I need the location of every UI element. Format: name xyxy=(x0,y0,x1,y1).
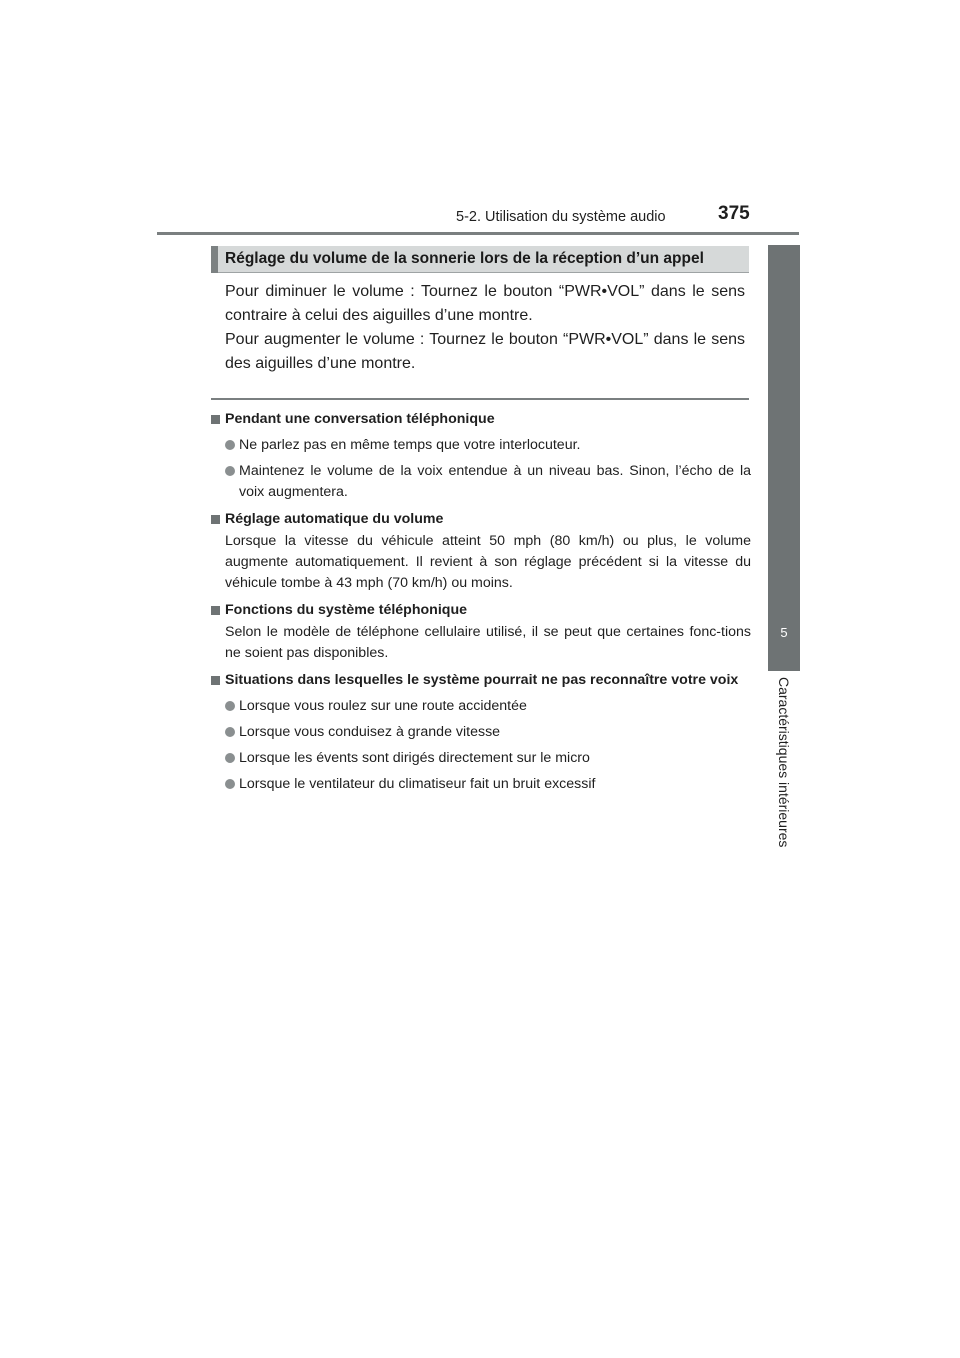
square-bullet-icon xyxy=(211,415,220,424)
circle-bullet-icon xyxy=(225,779,235,789)
notes-section xyxy=(211,409,751,799)
square-bullet-icon xyxy=(211,606,220,615)
list-item: Lorsque vous conduisez à grande vitesse xyxy=(225,722,751,743)
running-header: 5-2. Utilisation du système audio xyxy=(456,209,666,225)
list-item: Lorsque les évents sont dirigés directement sur le micro xyxy=(225,748,751,769)
chapter-tab-number: 5 xyxy=(780,625,788,640)
circle-bullet-icon xyxy=(225,701,235,711)
circle-bullet-icon xyxy=(225,753,235,763)
chapter-tab-label: Caractéristiques intérieures xyxy=(776,677,792,848)
list-item: Maintenez le volume de la voix entendue à un niveau bas. Sinon, l’écho de la voix augmentera. xyxy=(225,461,751,503)
page-number: 375 xyxy=(718,203,750,224)
note-conversation xyxy=(211,409,751,503)
note-phone-functions xyxy=(211,600,751,664)
square-bullet-icon xyxy=(211,515,220,524)
section-heading-box xyxy=(211,246,749,273)
notes-divider xyxy=(211,398,749,400)
note-voice-recognition xyxy=(211,670,751,795)
square-bullet-icon xyxy=(211,676,220,685)
section-title: Réglage du volume de la sonnerie lors de la réception d’un appel xyxy=(225,250,704,267)
list-item: Lorsque vous roulez sur une route accidentée xyxy=(225,696,751,717)
chapter-tab xyxy=(768,245,800,671)
note-heading: Réglage automatique du volume xyxy=(225,511,444,527)
circle-bullet-icon xyxy=(225,440,235,450)
circle-bullet-icon xyxy=(225,466,235,476)
note-auto-volume xyxy=(211,509,751,594)
list-item: Ne parlez pas en même temps que votre interlocuteur. xyxy=(225,435,751,456)
section-heading-bar xyxy=(211,246,218,273)
volume-increase-instruction: Pour augmenter le volume : Tournez le bouton “PWR•VOL” dans le sens des aiguilles d’une montre. xyxy=(225,331,745,372)
note-heading: Pendant une conversation téléphonique xyxy=(225,411,495,427)
note-body: Selon le modèle de téléphone cellulaire utilisé, il se peut que certaines fonc-tions ne soient pas disponibles. xyxy=(225,624,751,661)
volume-decrease-instruction: Pour diminuer le volume : Tournez le bouton “PWR•VOL” dans le sens contraire à celui des aiguilles d’une montre. xyxy=(225,283,745,324)
note-heading: Fonctions du système téléphonique xyxy=(225,602,468,618)
note-heading: Situations dans lesquelles le système pourrait ne pas reconnaître votre voix xyxy=(225,672,739,688)
note-body: Lorsque la vitesse du véhicule atteint 50 mph (80 km/h) ou plus, le volume augmente automatiquement. Il revient à son réglage précédent si la vitesse du véhicule tombe à 43 mph (70 km/h) ou moins. xyxy=(225,533,751,591)
list-item: Lorsque le ventilateur du climatiseur fait un bruit excessif xyxy=(225,774,751,795)
circle-bullet-icon xyxy=(225,727,235,737)
header-divider xyxy=(157,232,799,235)
